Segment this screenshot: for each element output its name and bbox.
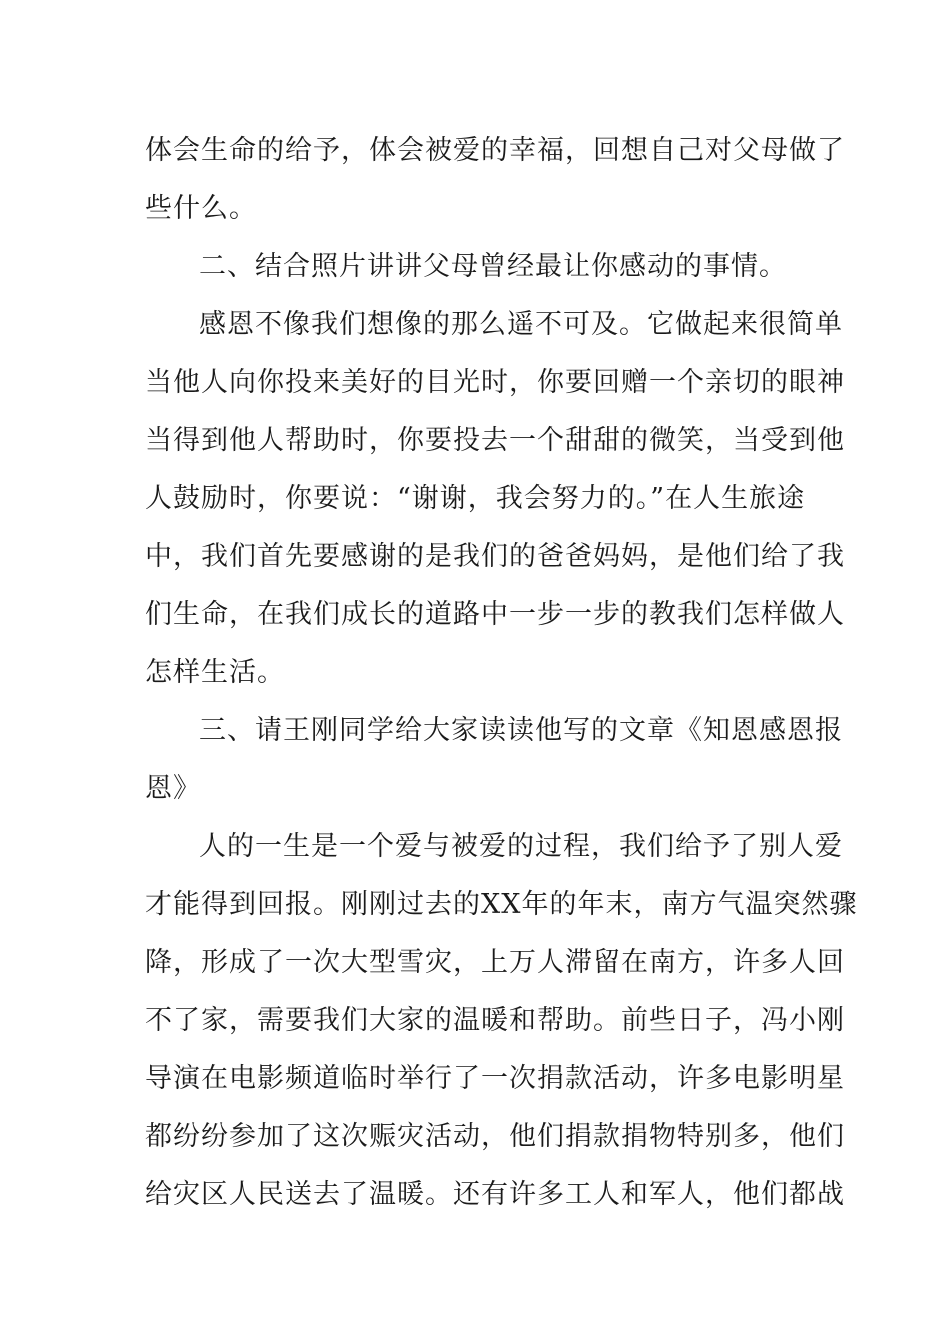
text-line: 体会生命的给予，体会被爱的幸福，回想自己对父母做了: [145, 135, 845, 166]
text-line: 人的一生是一个爱与被爱的过程，我们给予了别人爱: [199, 831, 843, 862]
text-line: 才能得到回报。刚刚过去的XX年的年末，南方气温突然骤: [145, 889, 858, 920]
text-line: 都纷纷参加了这次赈灾活动，他们捐款捐物特别多，他们: [145, 1121, 845, 1152]
text-line: 中，我们首先要感谢的是我们的爸爸妈妈，是他们给了我: [145, 541, 845, 572]
text-line: 们生命，在我们成长的道路中一步一步的教我们怎样做人: [145, 599, 845, 630]
text-line: 些什么。: [145, 193, 257, 224]
text-line: 当他人向你投来美好的目光时，你要回赠一个亲切的眼神: [145, 367, 845, 398]
text-line: 不了家，需要我们大家的温暖和帮助。前些日子，冯小刚: [145, 1005, 845, 1036]
text-line: 人鼓励时，你要说：“谢谢，我会努力的。”在人生旅途: [145, 483, 806, 514]
text-line: 当得到他人帮助时，你要投去一个甜甜的微笑，当受到他: [145, 425, 845, 456]
text-line: 导演在电影频道临时举行了一次捐款活动，许多电影明星: [145, 1063, 845, 1094]
text-line: 降，形成了一次大型雪灾，上万人滞留在南方，许多人回: [145, 947, 845, 978]
body-text: [145, 122, 858, 1224]
section-heading: 三、请王刚同学给大家读读他写的文章《知恩感恩报: [199, 715, 843, 746]
text-line: 怎样生活。: [145, 657, 285, 688]
text-line: 感恩不像我们想像的那么遥不可及。它做起来很简单: [199, 309, 843, 340]
text-line: 给灾区人民送去了温暖。还有许多工人和军人，他们都战: [145, 1179, 845, 1210]
section-heading: 二、结合照片讲讲父母曾经最让你感动的事情。: [199, 251, 787, 282]
text-line: 恩》: [145, 773, 201, 804]
